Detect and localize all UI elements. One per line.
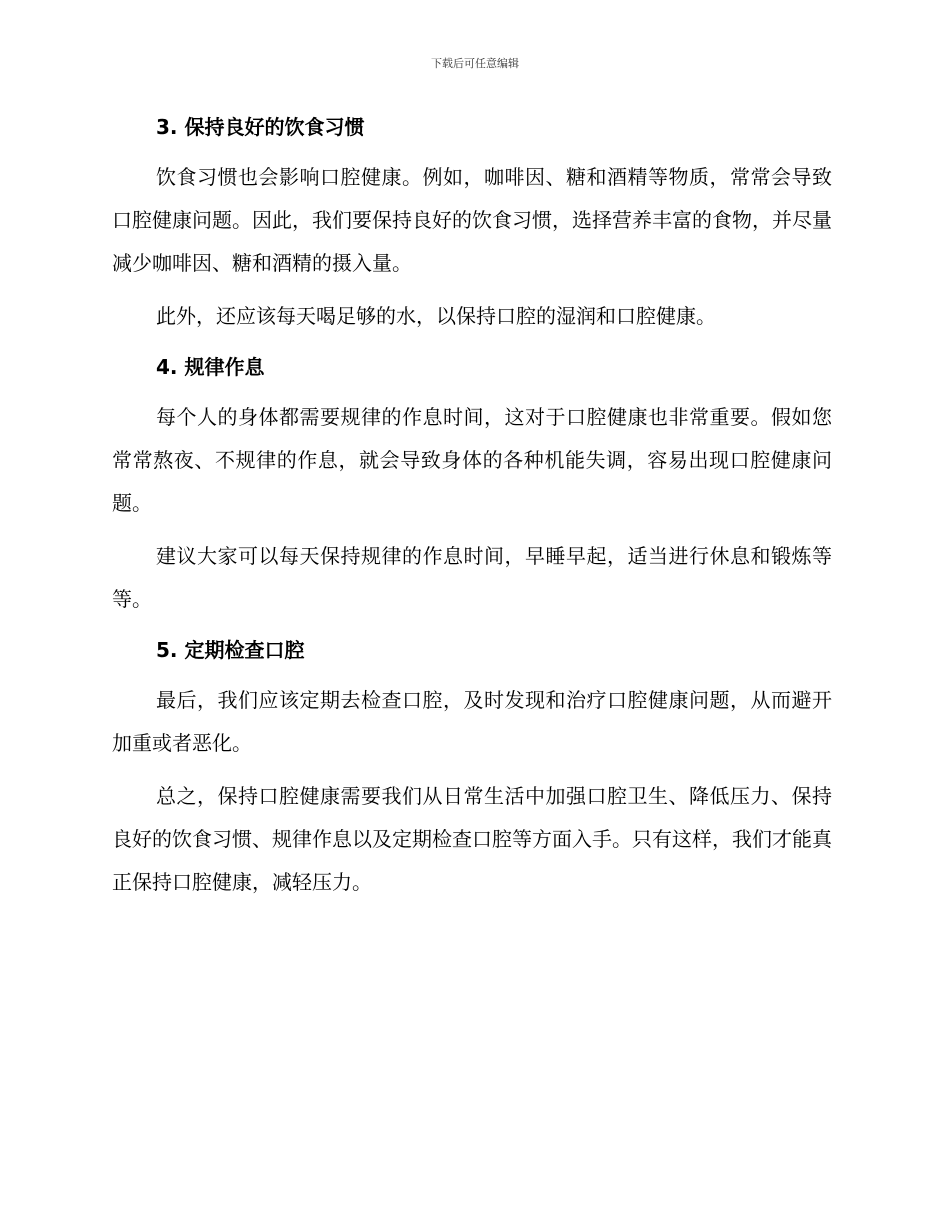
section-heading-routine: 4. 规律作息	[156, 355, 265, 379]
header-note: 下载后可任意编辑	[431, 57, 519, 70]
paragraph-diet-1: 饮食习惯也会影响口腔健康。例如，咖啡因、糖和酒精等物质，常常会导致口腔健康问题。因此，我们要保持良好的饮食习惯，选择营养丰富的食物，并尽量减少咖啡因、糖和酒精的摄入量。	[112, 165, 832, 275]
paragraph-diet-2: 此外，还应该每天喝足够的水，以保持口腔的湿润和口腔健康。	[156, 304, 716, 328]
paragraph-checkup-1: 最后，我们应该定期去检查口腔，及时发现和治疗口腔健康问题，从而避开加重或者恶化。	[112, 688, 832, 755]
document-body	[112, 110, 832, 904]
section-heading-diet: 3. 保持良好的饮食习惯	[156, 115, 365, 139]
paragraph-summary: 总之，保持口腔健康需要我们从日常生活中加强口腔卫生、降低压力、保持良好的饮食习惯、规律作息以及定期检查口腔等方面入手。只有这样，我们才能真正保持口腔健康，减轻压力。	[112, 784, 832, 894]
paragraph-routine-1: 每个人的身体都需要规律的作息时间，这对于口腔健康也非常重要。假如您常常熬夜、不规律的作息，就会导致身体的各种机能失调，容易出现口腔健康问题。	[112, 405, 832, 515]
section-heading-checkup: 5. 定期检查口腔	[156, 638, 305, 662]
paragraph-routine-2: 建议大家可以每天保持规律的作息时间，早睡早起，适当进行休息和锻炼等等。	[112, 544, 832, 611]
